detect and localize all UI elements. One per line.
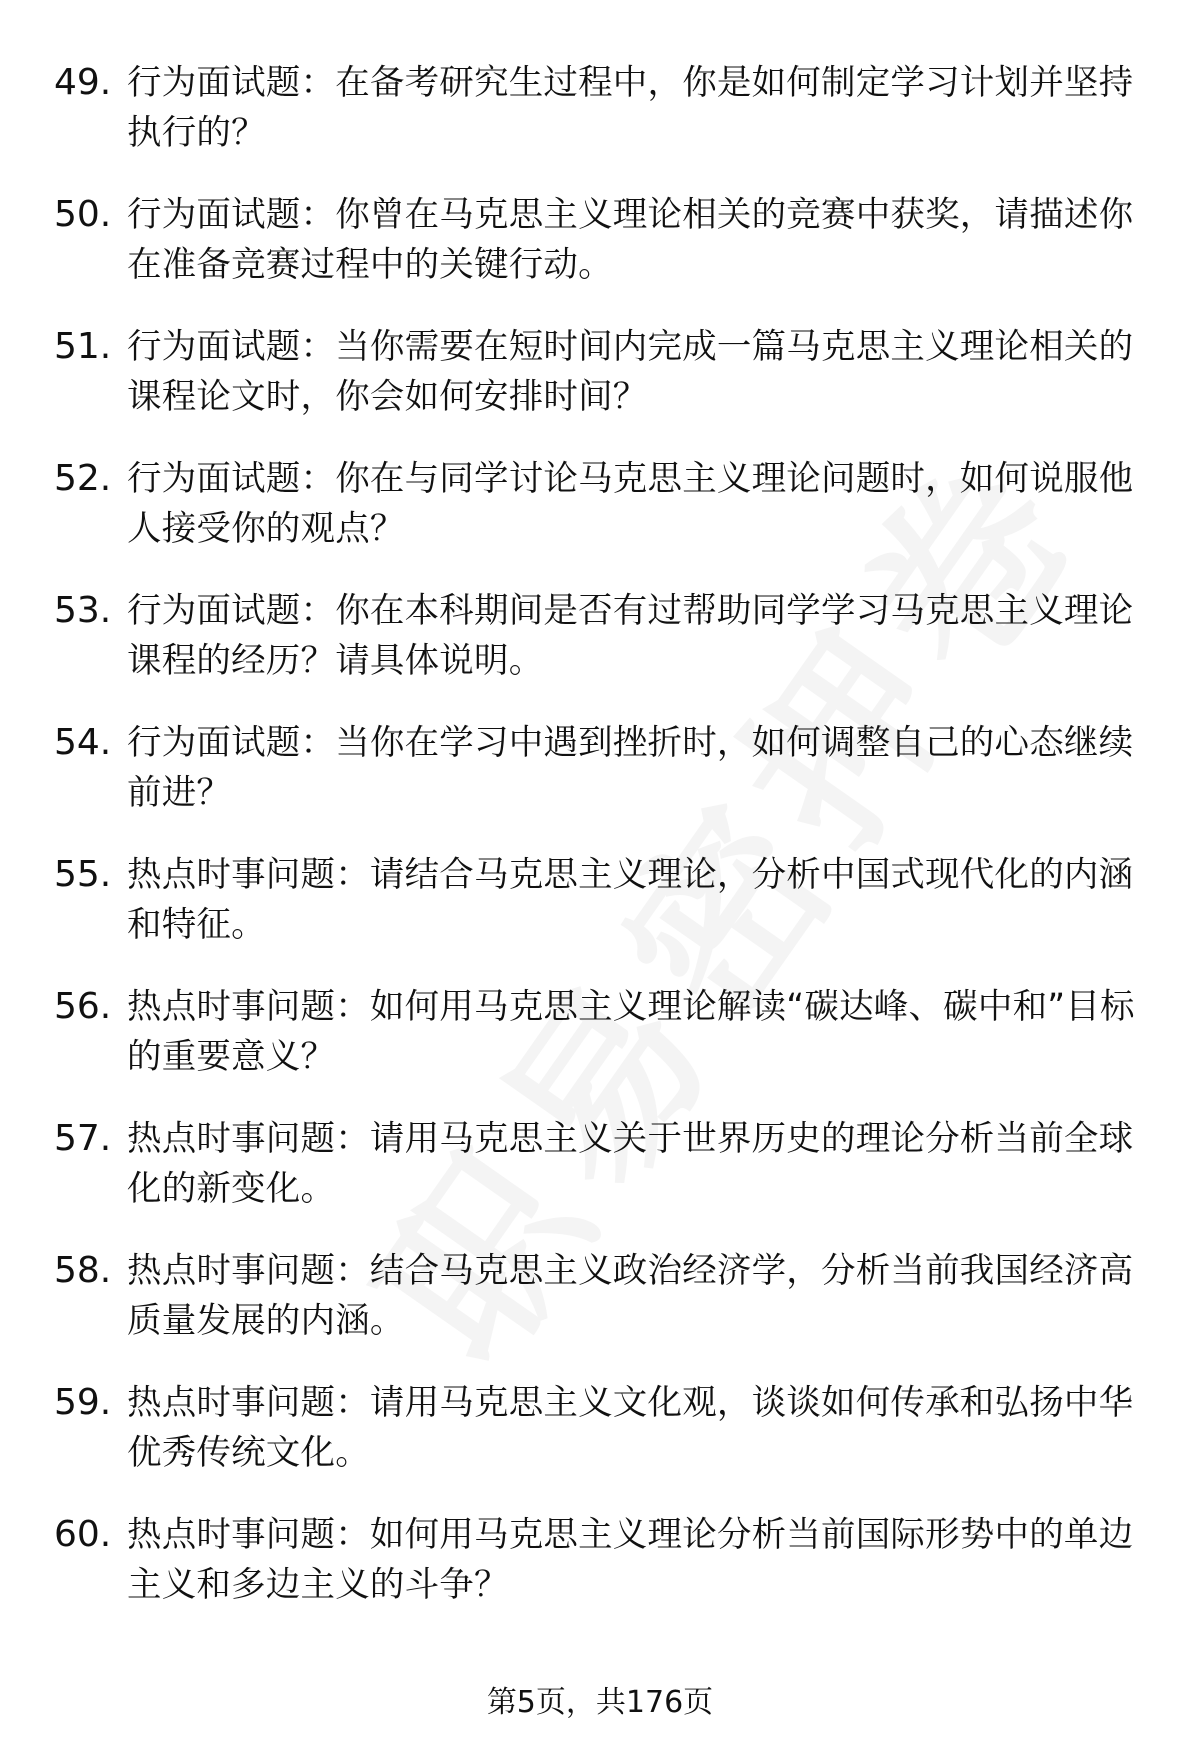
question-item-56: [54, 982, 1144, 1082]
question-number: 51.: [54, 326, 112, 367]
question-number: 52.: [54, 458, 112, 499]
question-text: 行为面试题：你在本科期间是否有过帮助同学学习马克思主义理论课程的经历？请具体说明。: [127, 591, 1134, 681]
question-number: 50.: [54, 194, 112, 235]
question-item-51: [54, 322, 1144, 422]
question-number: 56.: [54, 986, 112, 1027]
question-item-49: [54, 58, 1144, 158]
question-text: 热点时事问题：请用马克思主义关于世界历史的理论分析当前全球化的新变化。: [127, 1119, 1134, 1209]
question-number: 60.: [54, 1514, 112, 1555]
question-text: 行为面试题：在备考研究生过程中，你是如何制定学习计划并坚持执行的？: [127, 63, 1134, 153]
question-number: 58.: [54, 1250, 112, 1291]
question-number: 49.: [54, 62, 112, 103]
question-item-59: [54, 1378, 1144, 1478]
question-number: 57.: [54, 1118, 112, 1159]
question-text: 行为面试题：你在与同学讨论马克思主义理论问题时，如何说服他人接受你的观点？: [127, 459, 1134, 549]
question-item-58: [54, 1246, 1144, 1346]
question-item-55: [54, 850, 1144, 950]
question-text: 行为面试题：当你在学习中遇到挫折时，如何调整自己的心态继续前进？: [127, 723, 1134, 813]
question-text: 热点时事问题：如何用马克思主义理论解读“碳达峰、碳中和”目标的重要意义？: [127, 987, 1135, 1077]
question-text: 热点时事问题：如何用马克思主义理论分析当前国际形势中的单边主义和多边主义的斗争？: [127, 1515, 1134, 1605]
question-number: 59.: [54, 1382, 112, 1423]
page-footer: 第5页，共176页: [486, 1685, 714, 1720]
question-number: 55.: [54, 854, 112, 895]
question-text: 热点时事问题：请用马克思主义文化观，谈谈如何传承和弘扬中华优秀传统文化。: [127, 1383, 1134, 1473]
question-text: 行为面试题：当你需要在短时间内完成一篇马克思主义理论相关的课程论文时，你会如何安排时间？: [127, 327, 1134, 417]
question-number: 53.: [54, 590, 112, 631]
question-text: 热点时事问题：请结合马克思主义理论，分析中国式现代化的内涵和特征。: [127, 855, 1134, 945]
question-item-60: [54, 1510, 1144, 1610]
question-item-52: [54, 454, 1144, 554]
question-item-50: [54, 190, 1144, 290]
question-number: 54.: [54, 722, 112, 763]
question-text: 热点时事问题：结合马克思主义政治经济学，分析当前我国经济高质量发展的内涵。: [127, 1251, 1134, 1341]
question-item-53: [54, 586, 1144, 686]
question-list: [54, 58, 1144, 1642]
question-item-57: [54, 1114, 1144, 1214]
question-text: 行为面试题：你曾在马克思主义理论相关的竞赛中获奖，请描述你在准备竞赛过程中的关键行动。: [127, 195, 1134, 285]
question-item-54: [54, 718, 1144, 818]
